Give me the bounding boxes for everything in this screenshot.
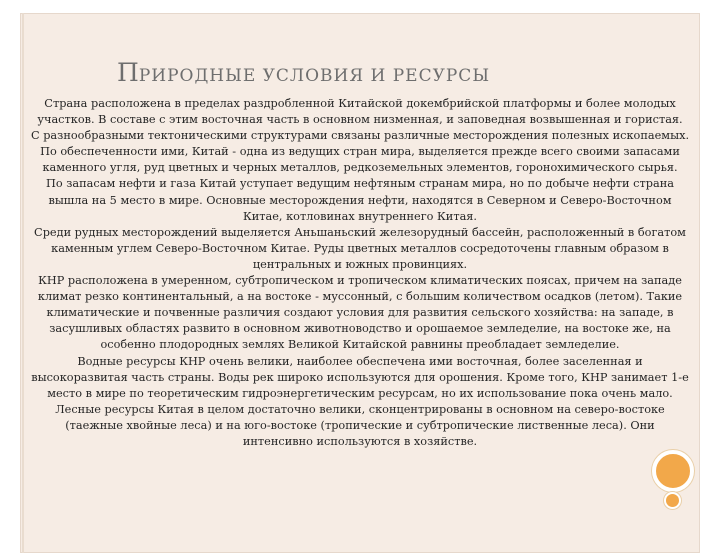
paragraph-water: Водные ресурсы КНР очень велики, наиболее обеспечена ими восточная, более заселенная и высокоразвитая часть страны. Воды рек широко используются для орошения. Кроме того, КНР занимает 1-е место в мире по теоретическим гидроэнергетическим ресурсам, но их использование пока очень мало. bbox=[31, 354, 689, 400]
paragraph-geology: Страна расположена в пределах раздробленной Китайской докембрийской платформы и более молодых участков. В составе с этим восточная часть в основном низменная, и заповедная возвышенная и гористая. bbox=[37, 97, 683, 127]
paragraph-ores: Среди рудных месторождений выделяется Аньшаньский железорудный бассейн, расположенный в богатом каменным углем Северо-Восточном Китае. Руды цветных металлов сосредоточены главным образом в центральных и южных провинциях. bbox=[34, 225, 686, 271]
decorative-circle-large bbox=[652, 450, 694, 492]
slide-body-text bbox=[30, 96, 690, 450]
paragraph-forest: Лесные ресурсы Китая в целом достаточно велики, сконцентрированы в основном на северо-востоке (таежные хвойные леса) и на юго-востоке (тропические и субтропические лиственные леса). Они интенсивно используются в хозяйстве. bbox=[55, 402, 665, 448]
paragraph-climate: КНР расположена в умеренном, субтропическом и тропическом климатических поясах, причем на западе климат резко континентальный, а на востоке - муссонный, с большим количеством осадков (летом). Такие климатические и почвенные различия создают условия для развития сельского хозяйства: на западе, в засушливых областях развито в основном животноводство и орошаемое земледелие, на востоке же, на особенно плодородных землях Великой Китайской равнины преобладает земледелие. bbox=[37, 274, 683, 352]
paragraph-oil-gas: По запасам нефти и газа Китай уступает ведущим нефтяным странам мира, но по добыче нефти страна вышла на 5 место в мире. Основные месторождения нефти, находятся в Северном и Северо-Восточном Китае, котловинах внутреннего Китая. bbox=[46, 177, 674, 223]
slide-title bbox=[117, 58, 490, 87]
title-first-letter: П bbox=[117, 58, 139, 87]
frame-edge-line bbox=[22, 13, 24, 553]
decorative-circle-small bbox=[664, 492, 681, 509]
title-rest: РИРОДНЫЕ УСЛОВИЯ И РЕСУРСЫ bbox=[138, 66, 491, 86]
paragraph-minerals: С разнообразными тектоническими структурами связаны различные месторождения полезных ископаемых. По обеспеченности ими, Китай - одна из ведущих стран мира, выделяется прежде всего своими запасами каменного угля, руд цветных и черных металлов, редкоземельных элементов, горонохимического сырья. bbox=[30, 129, 690, 175]
